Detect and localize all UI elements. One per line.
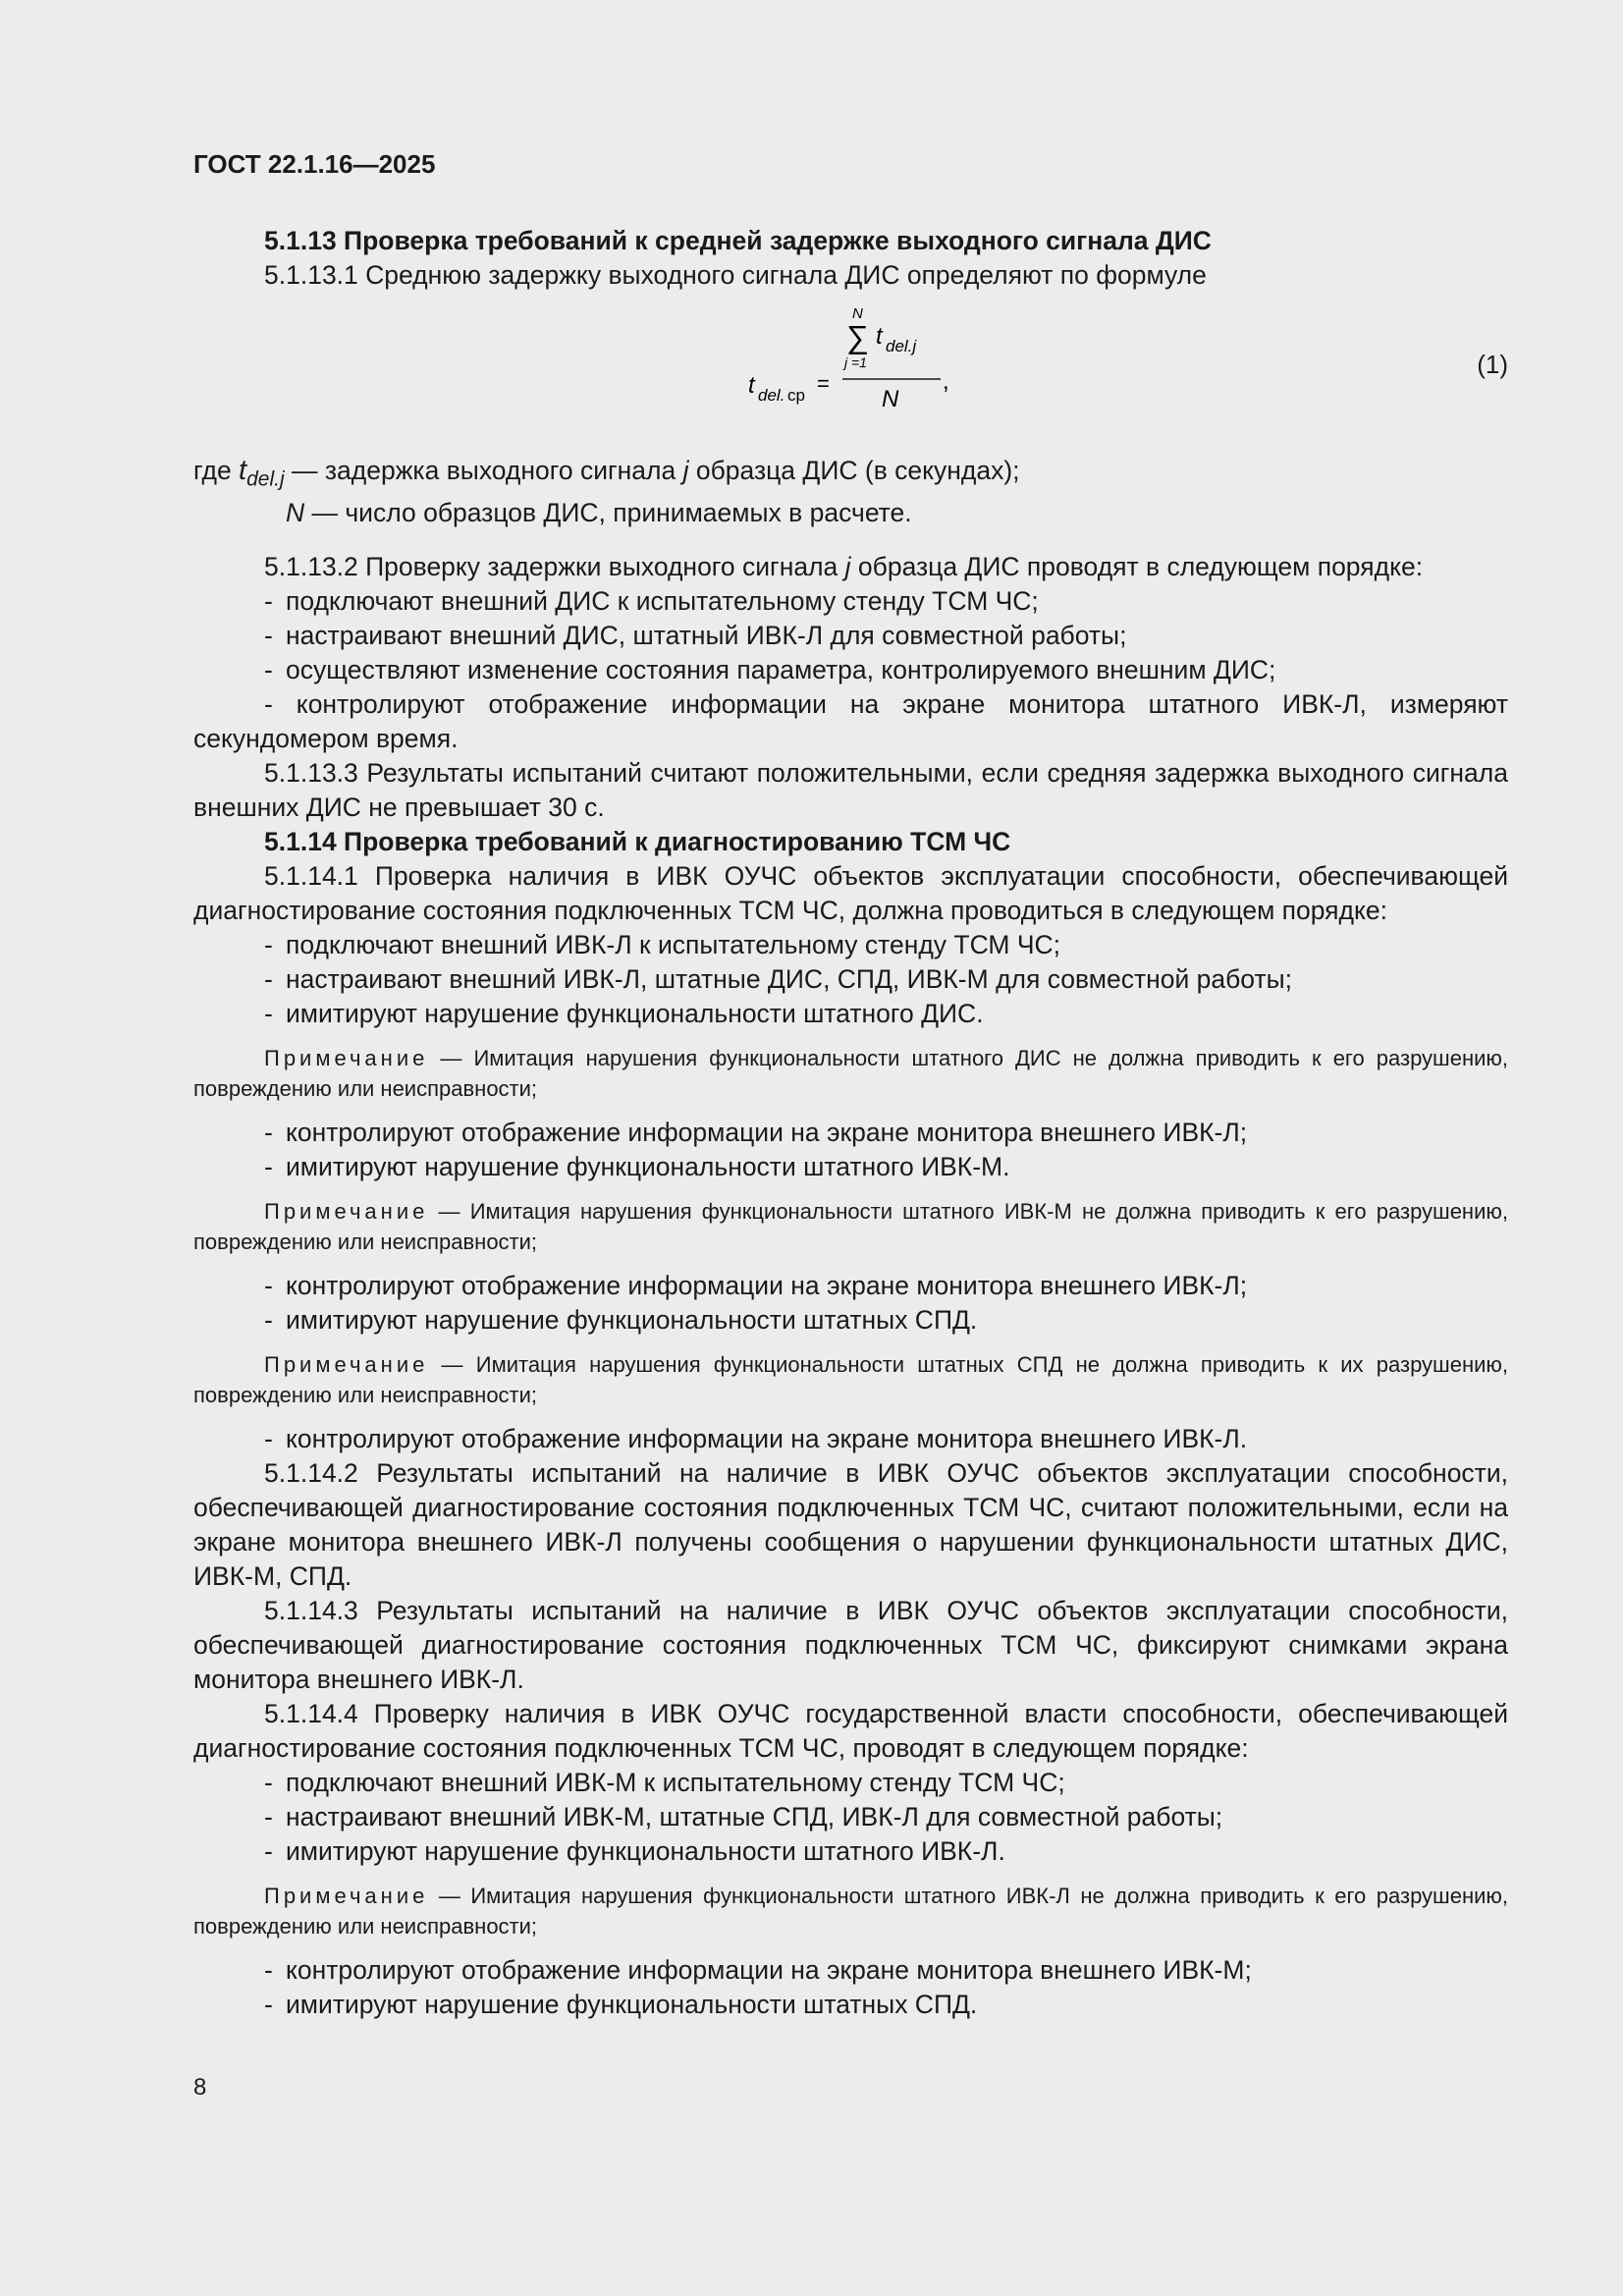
paragraph-5-1-14-3: 5.1.14.3 Результаты испытаний на наличие в ИВК ОУЧС объектов эксплуатации способности, обеспечивающей диагностирование состояния подключенных ТСМ ЧС, фиксируют снимками экрана монитора внешнего ИВК-Л. — [193, 1596, 1508, 1695]
list-item: - подключают внешний ДИС к испытательному стенду ТСМ ЧС; — [264, 586, 1039, 617]
list-item-text: контролируют отображение информации на экране монитора внешнего ИВК-М; — [286, 1955, 1252, 1986]
page-number: 8 — [193, 2074, 207, 2101]
list-item-text: настраивают внешний ИВК-Л, штатные ДИС, СПД, ИВК-М для совместной работы; — [286, 964, 1293, 995]
note-label: Примечание — [264, 1884, 429, 1909]
note-2 — [193, 1196, 1508, 1257]
list-item: - имитируют нарушение функциональности штатного ИВК-Л. — [264, 1836, 1005, 1867]
list-item-text: настраивают внешний ИВК-М, штатные СПД, ИВК-Л для совместной работы; — [286, 1802, 1223, 1832]
list-item-text: контролируют отображение информации на экране монитора внешнего ИВК-Л. — [286, 1424, 1248, 1454]
list-item-text: имитируют нарушение функциональности штатных СПД. — [286, 1305, 978, 1336]
sum-term-t: t — [876, 323, 883, 350]
lhs-sub: del. — [758, 386, 785, 405]
list-item-text: имитируют нарушение функциональности штатного ИВК-Л. — [286, 1836, 1005, 1867]
list-item-text: осуществляют изменение состояния параметра, контролируемого внешним ДИС; — [286, 655, 1276, 685]
paragraph-5-1-14-1: 5.1.14.1 Проверка наличия в ИВК ОУЧС объектов эксплуатации способности, обеспечивающей диагностирование состояния подключенных ТСМ ЧС, должна проводиться в следующем порядке: — [193, 861, 1508, 926]
list-item: - подключают внешний ИВК-М к испытательному стенду ТСМ ЧС; — [264, 1768, 1065, 1798]
paragraph-5-1-13-2 — [193, 550, 1508, 584]
list-item: - имитируют нарушение функциональности штатных СПД. — [264, 1305, 978, 1336]
note-label: Примечание — [264, 1199, 429, 1225]
list-item: - настраивают внешний ИВК-М, штатные СПД, ИВК-Л для совместной работы; — [264, 1802, 1223, 1832]
list-item-text: контролируют отображение информации на экране монитора внешнего ИВК-Л; — [286, 1271, 1248, 1301]
denominator: N — [882, 386, 899, 412]
note-3 — [193, 1349, 1508, 1410]
list-item-text: контролируют отображение информации на экране монитора внешнего ИВК-Л; — [286, 1118, 1248, 1148]
list-item-text: имитируют нарушение функциональности штатных СПД. — [286, 1990, 978, 2020]
section-title-5-1-13: 5.1.13 Проверка требований к средней задержке выходного сигнала ДИС — [264, 226, 1212, 255]
where-line-1 — [193, 454, 1508, 496]
paragraph-5-1-13-1: 5.1.13.1 Среднюю задержку выходного сигнала ДИС определяют по формуле — [264, 260, 1207, 290]
note-text: — Имитация нарушения функциональности штатного ИВК-Л не должна приводить к его разрушению, повреждению или неисправности; — [193, 1884, 1508, 1940]
equation-number: (1) — [1477, 350, 1508, 379]
list-item-text: имитируют нарушение функциональности штатного ИВК-М. — [286, 1152, 1010, 1182]
where-n: N — [286, 498, 305, 528]
sum-sign: ∑ — [846, 319, 869, 355]
list-item: - осуществляют изменение состояния параметра, контролируемого внешним ДИС; — [264, 655, 1276, 685]
document-body — [193, 224, 1508, 2022]
formula-1 — [748, 297, 964, 434]
formula-comma: , — [943, 368, 949, 395]
note-text: — Имитация нарушения функциональности штатных СПД не должна приводить к их разрушению, повреждению или неисправности; — [193, 1352, 1508, 1408]
note-1 — [193, 1043, 1508, 1104]
document-header: ГОСТ 22.1.16—2025 — [193, 149, 436, 179]
paragraph-5-1-13-3: 5.1.13.3 Результаты испытаний считают положительными, если средняя задержка выходного сигнала внешних ДИС не превышает 30 с. — [193, 758, 1508, 823]
list-item-text: подключают внешний ИВК-М к испытательному стенду ТСМ ЧС; — [286, 1768, 1065, 1798]
where-j: j — [682, 456, 689, 485]
formula-block — [193, 293, 1508, 440]
note-text: — Имитация нарушения функциональности штатного ИВК-М не должна приводить к его разрушению, повреждению или неисправности; — [193, 1199, 1508, 1255]
where-prefix: где — [193, 456, 240, 485]
list-item: - настраивают внешний ДИС, штатный ИВК-Л для совместной работы; — [264, 621, 1127, 651]
where-line-2 — [193, 496, 1508, 530]
p2-text-b: образца ДИС проводят в следующем порядке: — [850, 552, 1424, 582]
where-sub: del.j — [246, 467, 285, 491]
list-item: - контролируют отображение информации на экране монитора внешнего ИВК-Л. — [264, 1424, 1248, 1454]
list-item: - имитируют нарушение функциональности штатных СПД. — [264, 1990, 978, 2020]
note-text: — Имитация нарушения функциональности штатного ДИС не должна приводить к его разрушению, повреждению или неисправности; — [193, 1046, 1508, 1102]
list-item-text: подключают внешний ИВК-Л к испытательному стенду ТСМ ЧС; — [286, 930, 1061, 960]
list-item: - контролируют отображение информации на экране монитора внешнего ИВК-М; — [264, 1955, 1252, 1986]
sum-term-sub: del.j — [886, 337, 917, 355]
where-t: t — [239, 455, 247, 486]
equals-sign: = — [817, 371, 830, 396]
section-title-5-1-14: 5.1.14 Проверка требований к диагностированию ТСМ ЧС — [264, 827, 1011, 857]
where-text: — задержка выходного сигнала — [284, 456, 683, 485]
note-4 — [193, 1881, 1508, 1941]
list-item-text: настраивают внешний ДИС, штатный ИВК-Л для совместной работы; — [286, 621, 1127, 651]
paragraph-5-1-14-4: 5.1.14.4 Проверку наличия в ИВК ОУЧС государственной власти способности, обеспечивающей диагностирование состояния подключенных ТСМ ЧС, проводят в следующем порядке: — [193, 1699, 1508, 1764]
sum-lower-limit: j =1 — [844, 355, 867, 370]
paragraph-5-1-14-2: 5.1.14.2 Результаты испытаний на наличие в ИВК ОУЧС объектов эксплуатации способности, обеспечивающей диагностирование состояния подключенных ТСМ ЧС, считают положительными, если на экране монитора внешнего ИВК-Л получены сообщения о нарушении функциональности штатных ДИС, ИВК-М, СПД. — [193, 1458, 1508, 1592]
list-item: - имитируют нарушение функциональности штатного ИВК-М. — [264, 1152, 1010, 1182]
note-label: Примечание — [264, 1046, 429, 1071]
lhs-t: t — [748, 372, 755, 399]
list-item: - имитируют нарушение функциональности штатного ДИС. — [264, 999, 984, 1029]
where-text-2: образца ДИС (в секундах); — [688, 456, 1020, 485]
p2-j: j — [844, 552, 851, 582]
list-item: - подключают внешний ИВК-Л к испытательному стенду ТСМ ЧС; — [264, 930, 1061, 960]
sum-upper-limit: N — [852, 305, 863, 322]
list-item-long: - контролируют отображение информации на экране монитора штатного ИВК-Л, измеряют секундомером время. — [193, 689, 1508, 754]
list-item: - настраивают внешний ИВК-Л, штатные ДИС, СПД, ИВК-М для совместной работы; — [264, 964, 1293, 995]
where-n-text: — число образцов ДИС, принимаемых в расчете. — [304, 498, 912, 528]
list-item-text: подключают внешний ДИС к испытательному стенду ТСМ ЧС; — [286, 586, 1039, 617]
list-item: - контролируют отображение информации на экране монитора внешнего ИВК-Л; — [264, 1271, 1248, 1301]
lhs-sub-avg: ср — [787, 386, 805, 405]
list-item-text: имитируют нарушение функциональности штатного ДИС. — [286, 999, 984, 1029]
list-item: - контролируют отображение информации на экране монитора внешнего ИВК-Л; — [264, 1118, 1248, 1148]
note-label: Примечание — [264, 1352, 429, 1378]
p2-text-a: 5.1.13.2 Проверку задержки выходного сигнала — [264, 552, 845, 582]
